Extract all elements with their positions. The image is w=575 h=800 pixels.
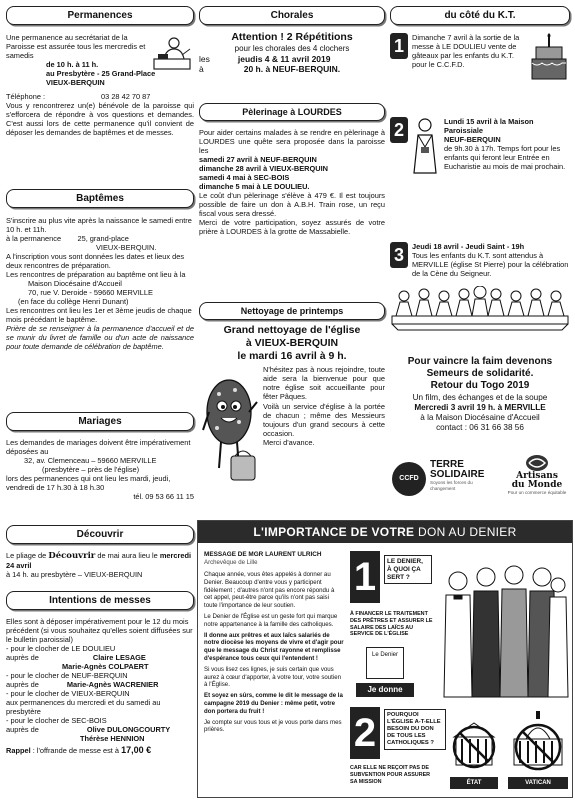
altar-server-icon [410, 117, 440, 175]
state-building-crossed-icon [450, 717, 498, 775]
nettoyage-section [199, 324, 385, 447]
kt-item-2-town: NEUF-BERQUIN [444, 135, 501, 145]
pelerinage-p3: Merci de votre participation, soyez assurés de votre prière à LOURDES à la grotte de Massabielle. [199, 218, 385, 237]
denier-insert [197, 520, 573, 798]
intentions-name-wacrenier: Marie-Agnès WACRENIER [66, 680, 159, 690]
intentions-l4: - pour le clocher de SEC-BOIS [6, 716, 107, 726]
chorales-attention: Attention ! 2 Répétitions [231, 31, 353, 43]
baptemes-p1b: à la permanence 25, grand-place [6, 234, 129, 244]
intentions-section: Elles sont à déposer impérativement pour le 12 du mois précédent (si vous souhaitez qu'elles soient diffusées sur le bulletin paroissial) - pour le clocher de LE DOULIEU auprès de Claire LESAGE Marie-Agnès COLPAERT - pour le clocher de NEUF-BERQUIN auprès de Marie-Agnès WACRENIER - pour le clocher de VIEUX-BERQUIN aux permanences du mercredi et du samedi au presbytère - pour le clocher de SEC-BOIS auprès de Olive DULONGCOURTY Thérèse HENNION Rappel : l'offrande de messe est à 17,00 € [6, 617, 193, 756]
pelerinage-d1: samedi 27 avril à NEUF-BERQUIN [199, 155, 317, 165]
faim-contact: contact : 06 31 66 38 56 [436, 422, 524, 432]
chorales-time: 20 h. à NEUF-BERQUIN. [243, 63, 341, 74]
decouvrir-p2: à 14 h. au presbytère – VIEUX-BERQUIN [6, 570, 143, 580]
pelerinage-d2: dimanche 28 avril à VIEUX-BERQUIN [199, 164, 328, 174]
nettoyage-p3: Merci d'avance. [263, 437, 315, 447]
intentions-p1: Elles sont à déposer impérativement pour le 12 du mois précédent (si vous souhaitez qu'elles soient diffusées sur le bulletin paroissial) [6, 617, 193, 645]
nettoyage-p2: Voilà un service d'église à la portée de chacun ; même des Messieurs toujours d'un grand secours à cette occasion. [263, 401, 385, 438]
baptemes-address: 70, rue V. Deroide - 59660 MERVILLE [28, 288, 153, 298]
denier-answer-1: À FINANCER LE TRAITEMENT DES PRÊTRES ET ASSURER LE SALAIRE DES LAÏCS AU SERVICE DE L'ÉGLISE [350, 611, 433, 638]
faim-h2: Semeurs de solidarité. [426, 368, 534, 380]
sponge-mascot-icon [201, 372, 259, 482]
pelerinage-section [199, 128, 385, 236]
baptemes-header: Baptêmes [6, 189, 194, 208]
mariages-p1: Les demandes de mariages doivent être impérativement déposées au [6, 438, 191, 457]
kt-item-2-text: de 9h.30 à 17h. Temps fort pour les enfants qui feront leur Entrée en Eucharistie au mois de mai prochain. [444, 144, 566, 172]
baptemes-p4: Les rencontres ont lieu les 1er et 3ème jeudis de chaque mois précédant le baptême. [6, 306, 192, 325]
chorales-header: Chorales [199, 6, 385, 25]
kt-number-2: 2 [390, 117, 408, 143]
mariages-p2: lors des permanences qui ont lieu les mardi, jeudi, vendredi de 17 h.30 à 18 h.30 [6, 474, 171, 493]
secretary-illustration [152, 35, 192, 71]
baptemes-place: Maison Diocésaine d'Accueil [28, 279, 122, 289]
message-title: MESSAGE DE MGR LAURENT ULRICH [204, 551, 322, 558]
kt-item-1-text: Dimanche 7 avril à la sortie de la messe à LE DOULIEU vente de gâteaux par les enfants du K.T. pour le C.C.F.D. [412, 33, 520, 70]
etat-label: ÉTAT [450, 777, 498, 789]
baptemes-p3: Les rencontres de préparation au baptême ont lieu à la [6, 270, 186, 280]
mariages-note: (presbytère – près de l'église) [42, 465, 140, 475]
mariages-tel: tél. 09 53 66 11 15 [133, 492, 194, 502]
faim-p2: Mercredi 3 avril 19 h. à MERVILLE [414, 402, 546, 412]
kt-number-1: 1 [390, 33, 408, 59]
tel-label: Téléphone : [6, 92, 46, 102]
intentions-l3: - pour le clocher de VIEUX-BERQUIN [6, 689, 130, 699]
kt-item-3-text: Tous les enfants du K.T. sont attendus à MERVILLE (église St Pierre) pour la célébration de la Cène du Seigneur. [412, 251, 569, 279]
pelerinage-header: Pèlerinage à LOURDES [199, 103, 385, 121]
pelerinage-d3: samedi 4 mai à SEC-BOIS [199, 173, 290, 183]
faim-h3: Retour du Togo 2019 [430, 380, 530, 392]
kt-number-3: 3 [390, 242, 408, 268]
permanences-text: Une permanence au secrétariat de la Paroisse est assurée tous les mercredis et samedis [6, 33, 146, 61]
intentions-name-dulongcourty: Olive DULONGCOURTY [86, 725, 171, 735]
decouvrir-date: mercredi 24 avril [6, 551, 192, 571]
kt-item-2-place: Lundi 15 avril à la Maison Paroissiale [444, 117, 534, 136]
decouvrir-header: Découvrir [6, 525, 194, 544]
vatican-crossed-icon [508, 709, 568, 775]
faim-p3: à la Maison Diocésaine d'Accueil [420, 412, 540, 422]
terre-solidaire-logo: TERRE SOLIDAIRE Soyons les forces du changement [430, 459, 485, 491]
faim-h1: Pour vaincre la faim devenons [407, 356, 553, 367]
intentions-name-colpaert: Marie-Agnès COLPAERT [62, 662, 149, 672]
message-subtitle: Archevêque de Lille [204, 559, 258, 567]
denier-question-1: LE DENIER, À QUOI ÇA SERT ? [384, 555, 432, 584]
baptemes-p1c: VIEUX-BERQUIN. [96, 243, 157, 253]
kt-header: du côté du K.T. [390, 6, 570, 25]
intentions-header: Intentions de messes [6, 591, 194, 610]
offrande-amount: 17,00 € [121, 745, 152, 756]
artisans-du-monde-logo: Artisans du Monde Pour un commerce équitable [504, 454, 570, 496]
mariages-header: Mariages [6, 412, 194, 431]
intentions-l2: - pour le clocher de NEUF-BERQUIN [6, 671, 128, 681]
pelerinage-d4: dimanche 5 mai à LE DOULIEU. [199, 182, 310, 192]
baptemes-section [6, 216, 194, 351]
denier-number-2: 2 [350, 707, 380, 759]
permanences-section [6, 33, 194, 137]
permanences-time: de 10 h. à 11 h. [46, 60, 99, 70]
ccfd-logo: CCFD [392, 462, 426, 496]
permanences-info: Vous y rencontrerez un(e) bénévole de la paroisse qui s'efforcera de répondre à vos questions et demandes. C'est aussi lors de cette permanence qu'il convient de déposer les demandes de baptêmes et de messes. [6, 101, 194, 138]
nettoyage-p1: N'hésitez pas à nous rejoindre, toute aide sera la bienvenue pour que notre église soit accueillante pour fêter Pâques. [263, 365, 385, 402]
partner-logos [390, 454, 570, 514]
faim-section [390, 356, 570, 433]
baptemes-p1: S'inscrire au plus vite après la naissance le samedi entre 10 h. et 11h. [6, 216, 192, 235]
archbishop-message: MESSAGE DE MGR LAURENT ULRICH Archevêque de Lille Chaque année, vous êtes appelés à donner au Denier. Beaucoup d'entre vous y participent fidèlement ; d'autres n'ont pas encore répondu à cet appel, peut-être parce qu'ils n'ont pas saisi toute l'importance de leur soutien. Le Denier de l'Église est un geste fort qui marque notre appartenance à la famille des catholiques. Il donne aux prêtres et aux laïcs salariés de notre diocèse les moyens de vivre et d'agir pour que le message du Christ rayonne et remplisse d'espérance tous ceux qui l'entendent ! Si vous lisez ces lignes, je suis certain que vous aurez à cœur d'apporter, à votre tour, votre soutien à l'Église. Et soyez en sûrs, comme le dit le message de la campagne 2019 du Denier : même petit, votre don portera du fruit ! Je compte sur vous tous et je vous porte dans mes prières. [204, 551, 344, 734]
intentions-name-lesage: Claire LESAGE [92, 653, 146, 663]
denier-banner: L'IMPORTANCE DE VOTRE DON AU DENIER [198, 521, 572, 543]
denier-box: Le Denier [366, 647, 404, 679]
nettoyage-h3: le mardi 16 avril à 9 h. [237, 349, 347, 362]
kt-item-3-title: Jeudi 18 avril - Jeudi Saint - 19h [412, 242, 525, 251]
baptemes-p2: A l'inscription vous sont données les dates et lieux des deux rencontres de préparation. [6, 252, 185, 271]
pelerinage-p1: Pour aider certains malades à se rendre en pèlerinage à LOURDES une quête sera proposée dans la paroisse les [199, 128, 385, 156]
chorales-dates: jeudis 4 & 11 avril 2019 [237, 53, 331, 64]
cake-icon [528, 33, 570, 81]
nettoyage-h1: Grand nettoyage de l'église [223, 324, 361, 336]
intentions-l1: - pour le clocher de LE DOULIEU [6, 644, 116, 654]
denier-answer-2: CAR ELLE NE REÇOIT PAS DE SUBVENTION POUR ASSURER SA MISSION [350, 765, 431, 785]
mariages-address: 32, av. Clemenceau – 59660 MERVILLE [24, 456, 157, 466]
mariages-section [6, 438, 194, 501]
priests-and-laity-illustration [438, 549, 570, 699]
je-donne-label: Je donne [356, 683, 414, 697]
denier-question-2: POURQUOI L'ÉGLISE A-T-ELLE BESOIN DU DON DE TOUS LES CATHOLIQUES ? [384, 709, 446, 750]
nettoyage-h2: à VIEUX-BERQUIN [245, 336, 339, 349]
faim-p1: Un film, des échanges et de la soupe [412, 392, 548, 402]
kt-item-2 [390, 117, 570, 171]
intentions-name-hennion: Thérèse HENNION [80, 734, 145, 744]
kt-item-3 [390, 242, 570, 278]
last-supper-illustration [390, 286, 570, 332]
decouvrir-section: Le pliage de Découvrir de mai aura lieu le mercredi 24 avril à 14 h. au presbytère – VIEUX-BERQUIN [6, 551, 194, 579]
artisans-du-monde-icon [525, 454, 549, 472]
baptemes-landmark: (en face du collège Henri Dunant) [18, 297, 129, 307]
nettoyage-header: Nettoyage de printemps [199, 302, 385, 320]
permanences-header: Permanences [6, 6, 194, 25]
chorales-section: Attention ! 2 Répétitions pour les chorales des 4 clochers les jeudis 4 & 11 avril 2019 à 20 h. à NEUF-BERQUIN. [199, 31, 385, 74]
permanences-town: VIEUX-BERQUIN [46, 78, 105, 88]
vatican-label: VATICAN [508, 777, 568, 789]
pelerinage-p2: Le coût d'un pèlerinage s'élève à 479 €. Il est toujours possible de faire un don à A.B.H. Train rose, un reçu fiscal vous sera dressé. [199, 191, 385, 219]
kt-item-1 [390, 33, 570, 69]
permanences-place: au Presbytère - 25 Grand-Place [46, 69, 156, 79]
baptemes-p5: Prière de se renseigner à la permanence d'accueil et de se munir du livret de famille ou d'un acte de naissance pour toute demande de célébration de baptême. [6, 324, 194, 352]
tel-number: 03 28 42 70 87 [101, 92, 151, 102]
intentions-l3t: aux permanences du mercredi et du samedi au presbytère [6, 698, 161, 717]
decouvrir-brand: Découvrir [48, 551, 96, 561]
chorales-l1: pour les chorales des 4 clochers [234, 43, 350, 53]
denier-number-1: 1 [350, 551, 380, 603]
